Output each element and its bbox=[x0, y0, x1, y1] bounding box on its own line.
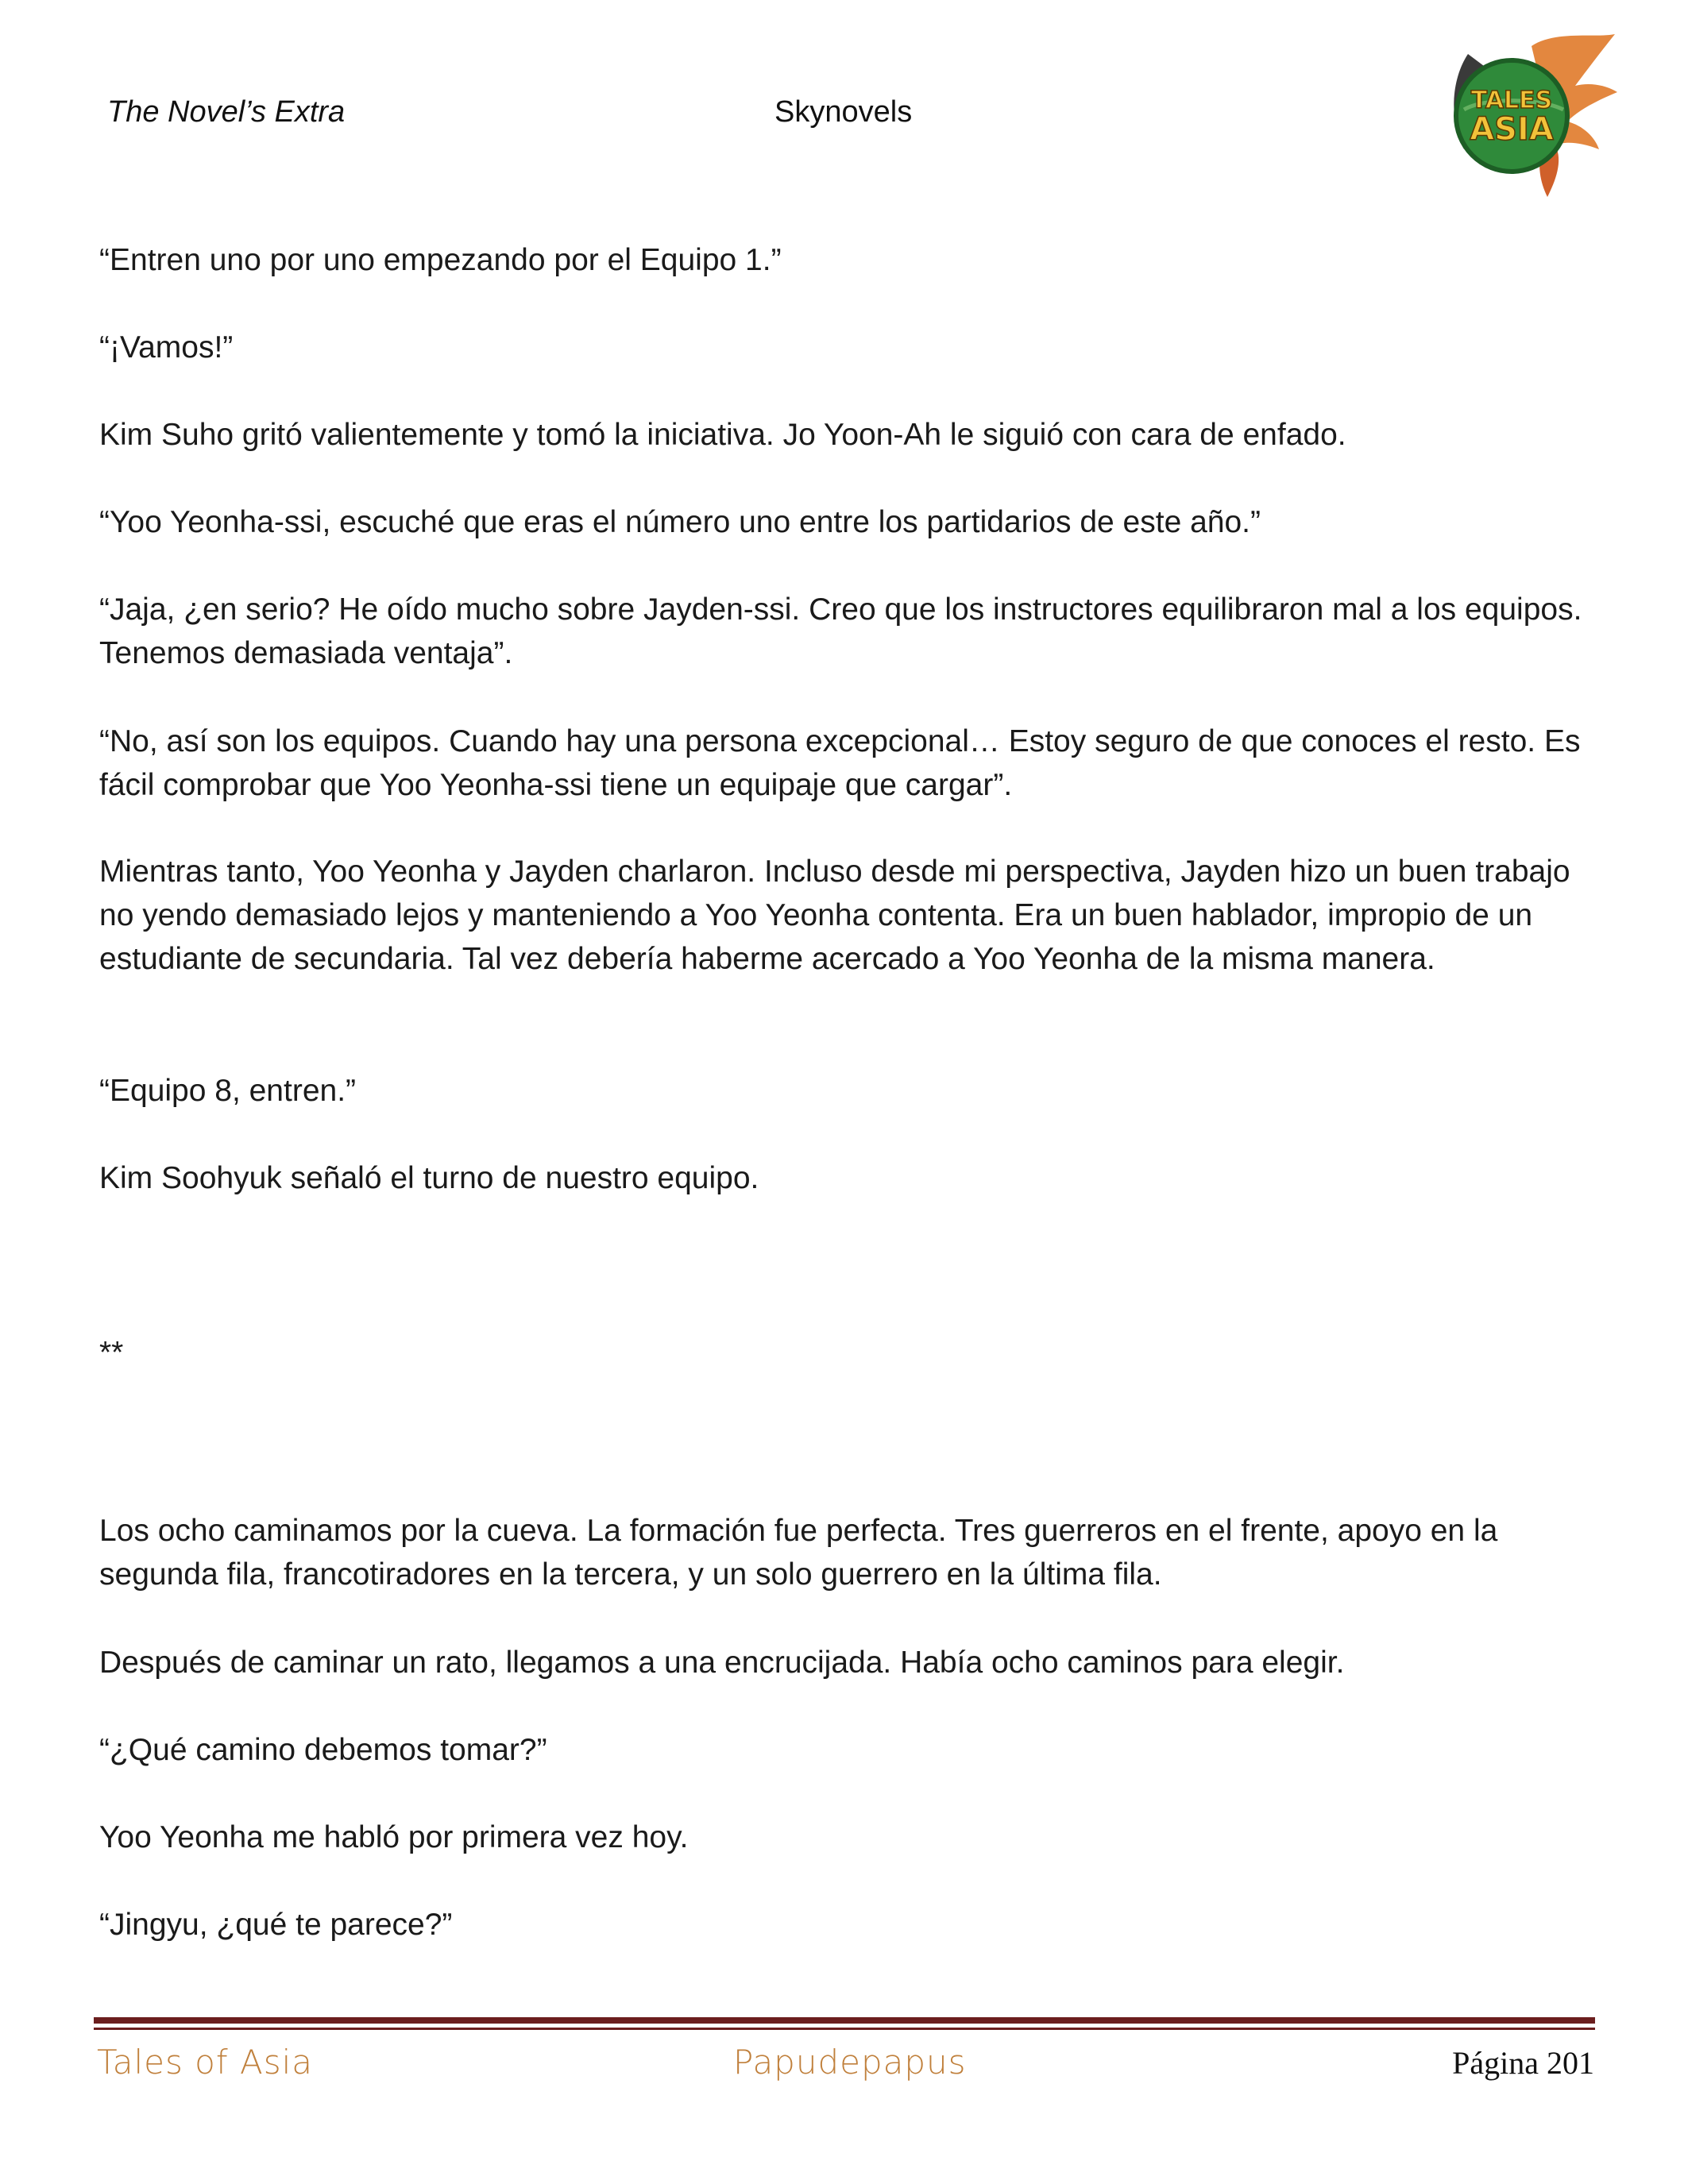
paragraph: Después de caminar un rato, llegamos a una encrucijada. Había ocho caminos para elegir. bbox=[99, 1646, 1345, 1680]
paragraph: Mientras tanto, Yoo Yeonha y Jayden charlaron. Incluso desde mi perspectiva, Jayden hizo un buen trabajo no yendo demasiado lejos y manteniendo a Yoo Yeonha contenta. Era un buen hablador, impropio de un estudiante de secundaria. Tal vez debería haberme acercado a Yoo Yeonha de la misma manera. bbox=[99, 855, 1570, 976]
paragraph: “Jaja, ¿en serio? He oído mucho sobre Jayden-ssi. Creo que los instructores equilibraron mal a los equipos. Tenemos demasiada ventaja”. bbox=[99, 592, 1582, 670]
tales-of-asia-logo bbox=[1436, 30, 1619, 201]
footer-publisher: Tales of Asia bbox=[97, 2043, 314, 2082]
paragraph: “Entren uno por uno empezando por el Equipo 1.” bbox=[99, 243, 782, 277]
site-name: Skynovels bbox=[774, 95, 913, 129]
scene-break: ** bbox=[99, 1336, 124, 1370]
paragraph: “No, así son los equipos. Cuando hay una persona excepcional… Estoy seguro de que conoces el resto. Es fácil comprobar que Yoo Yeonha-ssi tiene un equipaje que cargar”. bbox=[99, 724, 1581, 802]
paragraph: Yoo Yeonha me habló por primera vez hoy. bbox=[99, 1820, 689, 1854]
paragraph: “Yoo Yeonha-ssi, escuché que eras el número uno entre los partidarios de este año.” bbox=[99, 505, 1261, 539]
logo-text-2: ASIA bbox=[1470, 111, 1554, 148]
paragraph: “¿Qué camino debemos tomar?” bbox=[99, 1733, 547, 1767]
paragraph: Kim Suho gritó valientemente y tomó la iniciativa. Jo Yoon-Ah le siguió con cara de enfado. bbox=[99, 418, 1346, 452]
footer-rule-thick bbox=[94, 2017, 1595, 2024]
paragraph: “Equipo 8, entren.” bbox=[99, 1074, 357, 1108]
page-number: Página 201 bbox=[1452, 2045, 1594, 2081]
book-title: The Novel’s Extra bbox=[107, 95, 346, 129]
paragraph: “¡Vamos!” bbox=[99, 330, 234, 365]
logo-text-1: TALES bbox=[1470, 87, 1553, 114]
paragraph: Los ocho caminamos por la cueva. La formación fue perfecta. Tres guerreros en el frente, apoyo en la segunda fila, francotiradores en la tercera, y un solo guerrero en la última fila. bbox=[99, 1514, 1498, 1592]
paragraph: Kim Soohyuk señaló el turno de nuestro equipo. bbox=[99, 1161, 759, 1195]
footer-rule-thin bbox=[94, 2028, 1595, 2030]
paragraph: “Jingyu, ¿qué te parece?” bbox=[99, 1908, 453, 1942]
page-header bbox=[0, 0, 1688, 206]
footer-translator: Papudepapus bbox=[733, 2043, 967, 2082]
